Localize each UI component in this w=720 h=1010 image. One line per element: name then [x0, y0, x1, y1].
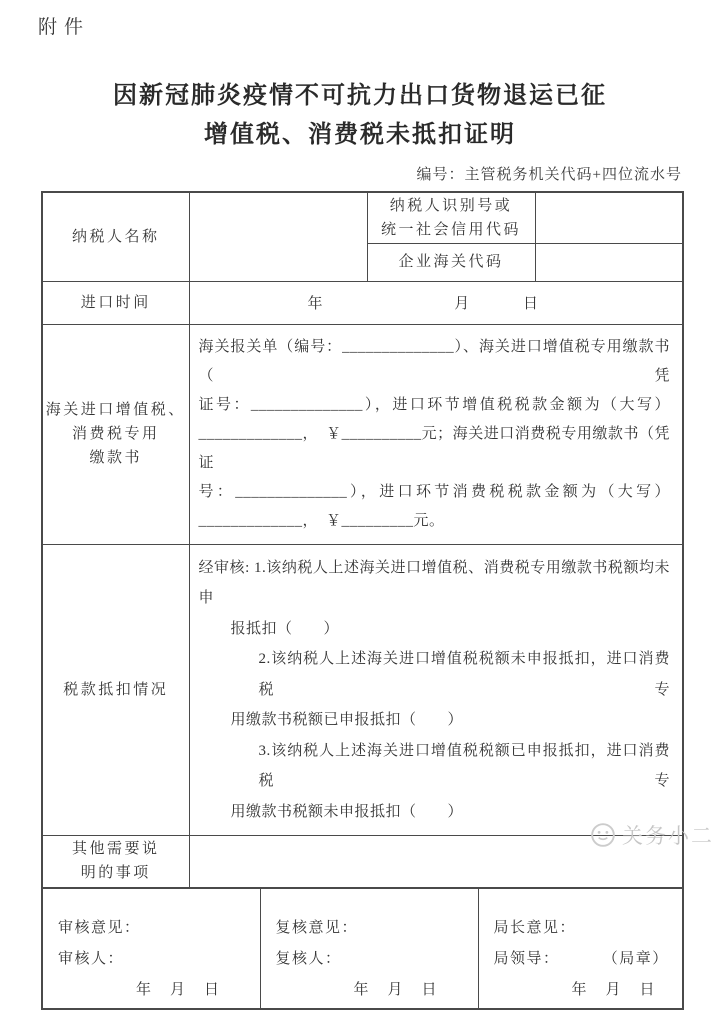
- payment-cert-text: [189, 324, 683, 544]
- payment-cert-text-line2: 证号：______________），进口环节增值税税款金额为（大写）: [198, 396, 670, 413]
- document-title: [0, 76, 720, 154]
- bureau-leader-line: [494, 944, 677, 975]
- document-title-line1: 因新冠肺炎疫情不可抗力出口货物退运已征: [113, 82, 607, 109]
- payment-cert-text-line3: _____________， ￥__________元；海关进口消费税专用缴款书（凭证: [198, 425, 670, 471]
- director-date-line: 年 月 日: [571, 981, 657, 998]
- deduction-line4: 用缴款书税额已申报抵扣（ ）: [230, 712, 464, 728]
- guanwu-xiaoer-logo-icon: [590, 822, 616, 848]
- rechecker-label: 复核人：: [275, 950, 342, 967]
- bureau-leader-label: 局领导：: [493, 950, 560, 967]
- recheck-opinion-label: 复核意见：: [275, 919, 359, 936]
- taxpayer-id-value: [535, 192, 683, 243]
- document-title-line2: 增值税、消费税未抵扣证明: [204, 121, 516, 148]
- audit-date-line: 年 月 日: [136, 981, 222, 998]
- bureau-seal-label: （局章）: [602, 950, 669, 967]
- audit-opinion-cell: [42, 888, 260, 1009]
- taxpayer-id-label-line1: 纳税人识别号或: [389, 197, 513, 214]
- import-time-value: [189, 281, 683, 324]
- director-opinion-label: 局长意见：: [493, 919, 577, 936]
- import-time-day: 日: [523, 296, 539, 312]
- deduction-line6: 用缴款书税额未申报抵扣（ ）: [230, 803, 464, 820]
- import-time-label: 进口时间: [42, 281, 189, 324]
- deduction-line2: 报抵扣（ ）: [230, 620, 340, 637]
- watermark: [590, 820, 714, 850]
- payment-cert-text-line1: 海关报关单（编号：______________）、海关进口增值税专用缴款书（凭: [198, 338, 670, 384]
- customs-code-value: [535, 243, 683, 281]
- payment-cert-label-line1: 海关进口增值税、: [45, 402, 186, 418]
- payment-cert-label-line2: 消费税专用: [71, 426, 160, 442]
- signature-table: [41, 887, 684, 1010]
- import-time-year: 年: [307, 296, 323, 312]
- deduction-line3: 2.该纳税人上述海关进口增值税税额未申报抵扣，进口消费税专: [258, 651, 670, 698]
- other-matters-label-line1: 其他需要说: [71, 841, 160, 858]
- attachment-label: 附件: [38, 17, 91, 38]
- audit-opinion-label: 审核意见：: [58, 919, 141, 936]
- recheck-date-line: 年 月 日: [353, 981, 439, 998]
- payment-cert-label-line3: 缴款书: [89, 450, 142, 466]
- main-form-table: [41, 191, 684, 889]
- taxpayer-name-label: 纳税人名称: [42, 192, 189, 281]
- taxpayer-name-value: [189, 192, 367, 281]
- deduction-line5: 3.该纳税人上述海关进口增值税税额已申报抵扣，进口消费税专: [258, 742, 670, 789]
- other-matters-label-line2: 明的事项: [80, 865, 151, 882]
- director-opinion-cell: [478, 888, 683, 1009]
- deduction-line1: 经审核: 1.该纳税人上述海关进口增值税、消费税专用缴款书税额均未申: [198, 559, 670, 606]
- payment-cert-label: [42, 324, 189, 544]
- auditor-label: 审核人：: [58, 950, 125, 967]
- payment-cert-text-line5: _____________， ￥_________元。: [198, 512, 445, 529]
- recheck-opinion-cell: [260, 888, 478, 1009]
- payment-cert-text-line4: 号：______________），进口环节消费税税款金额为（大写）: [198, 483, 670, 500]
- deduction-status-text: [189, 544, 683, 836]
- taxpayer-id-label-line2: 统一社会信用代码: [380, 221, 521, 238]
- certificate-table: [41, 191, 682, 1010]
- customs-code-label: 企业海关代码: [367, 243, 535, 281]
- import-time-month: 月: [454, 296, 470, 312]
- taxpayer-id-label: [367, 192, 535, 243]
- deduction-status-label: 税款抵扣情况: [42, 544, 189, 836]
- other-matters-label: [42, 836, 189, 888]
- watermark-text: 关务小二: [622, 825, 714, 848]
- serial-number-note: 编号：主管税务机关代码+四位流水号: [416, 167, 682, 183]
